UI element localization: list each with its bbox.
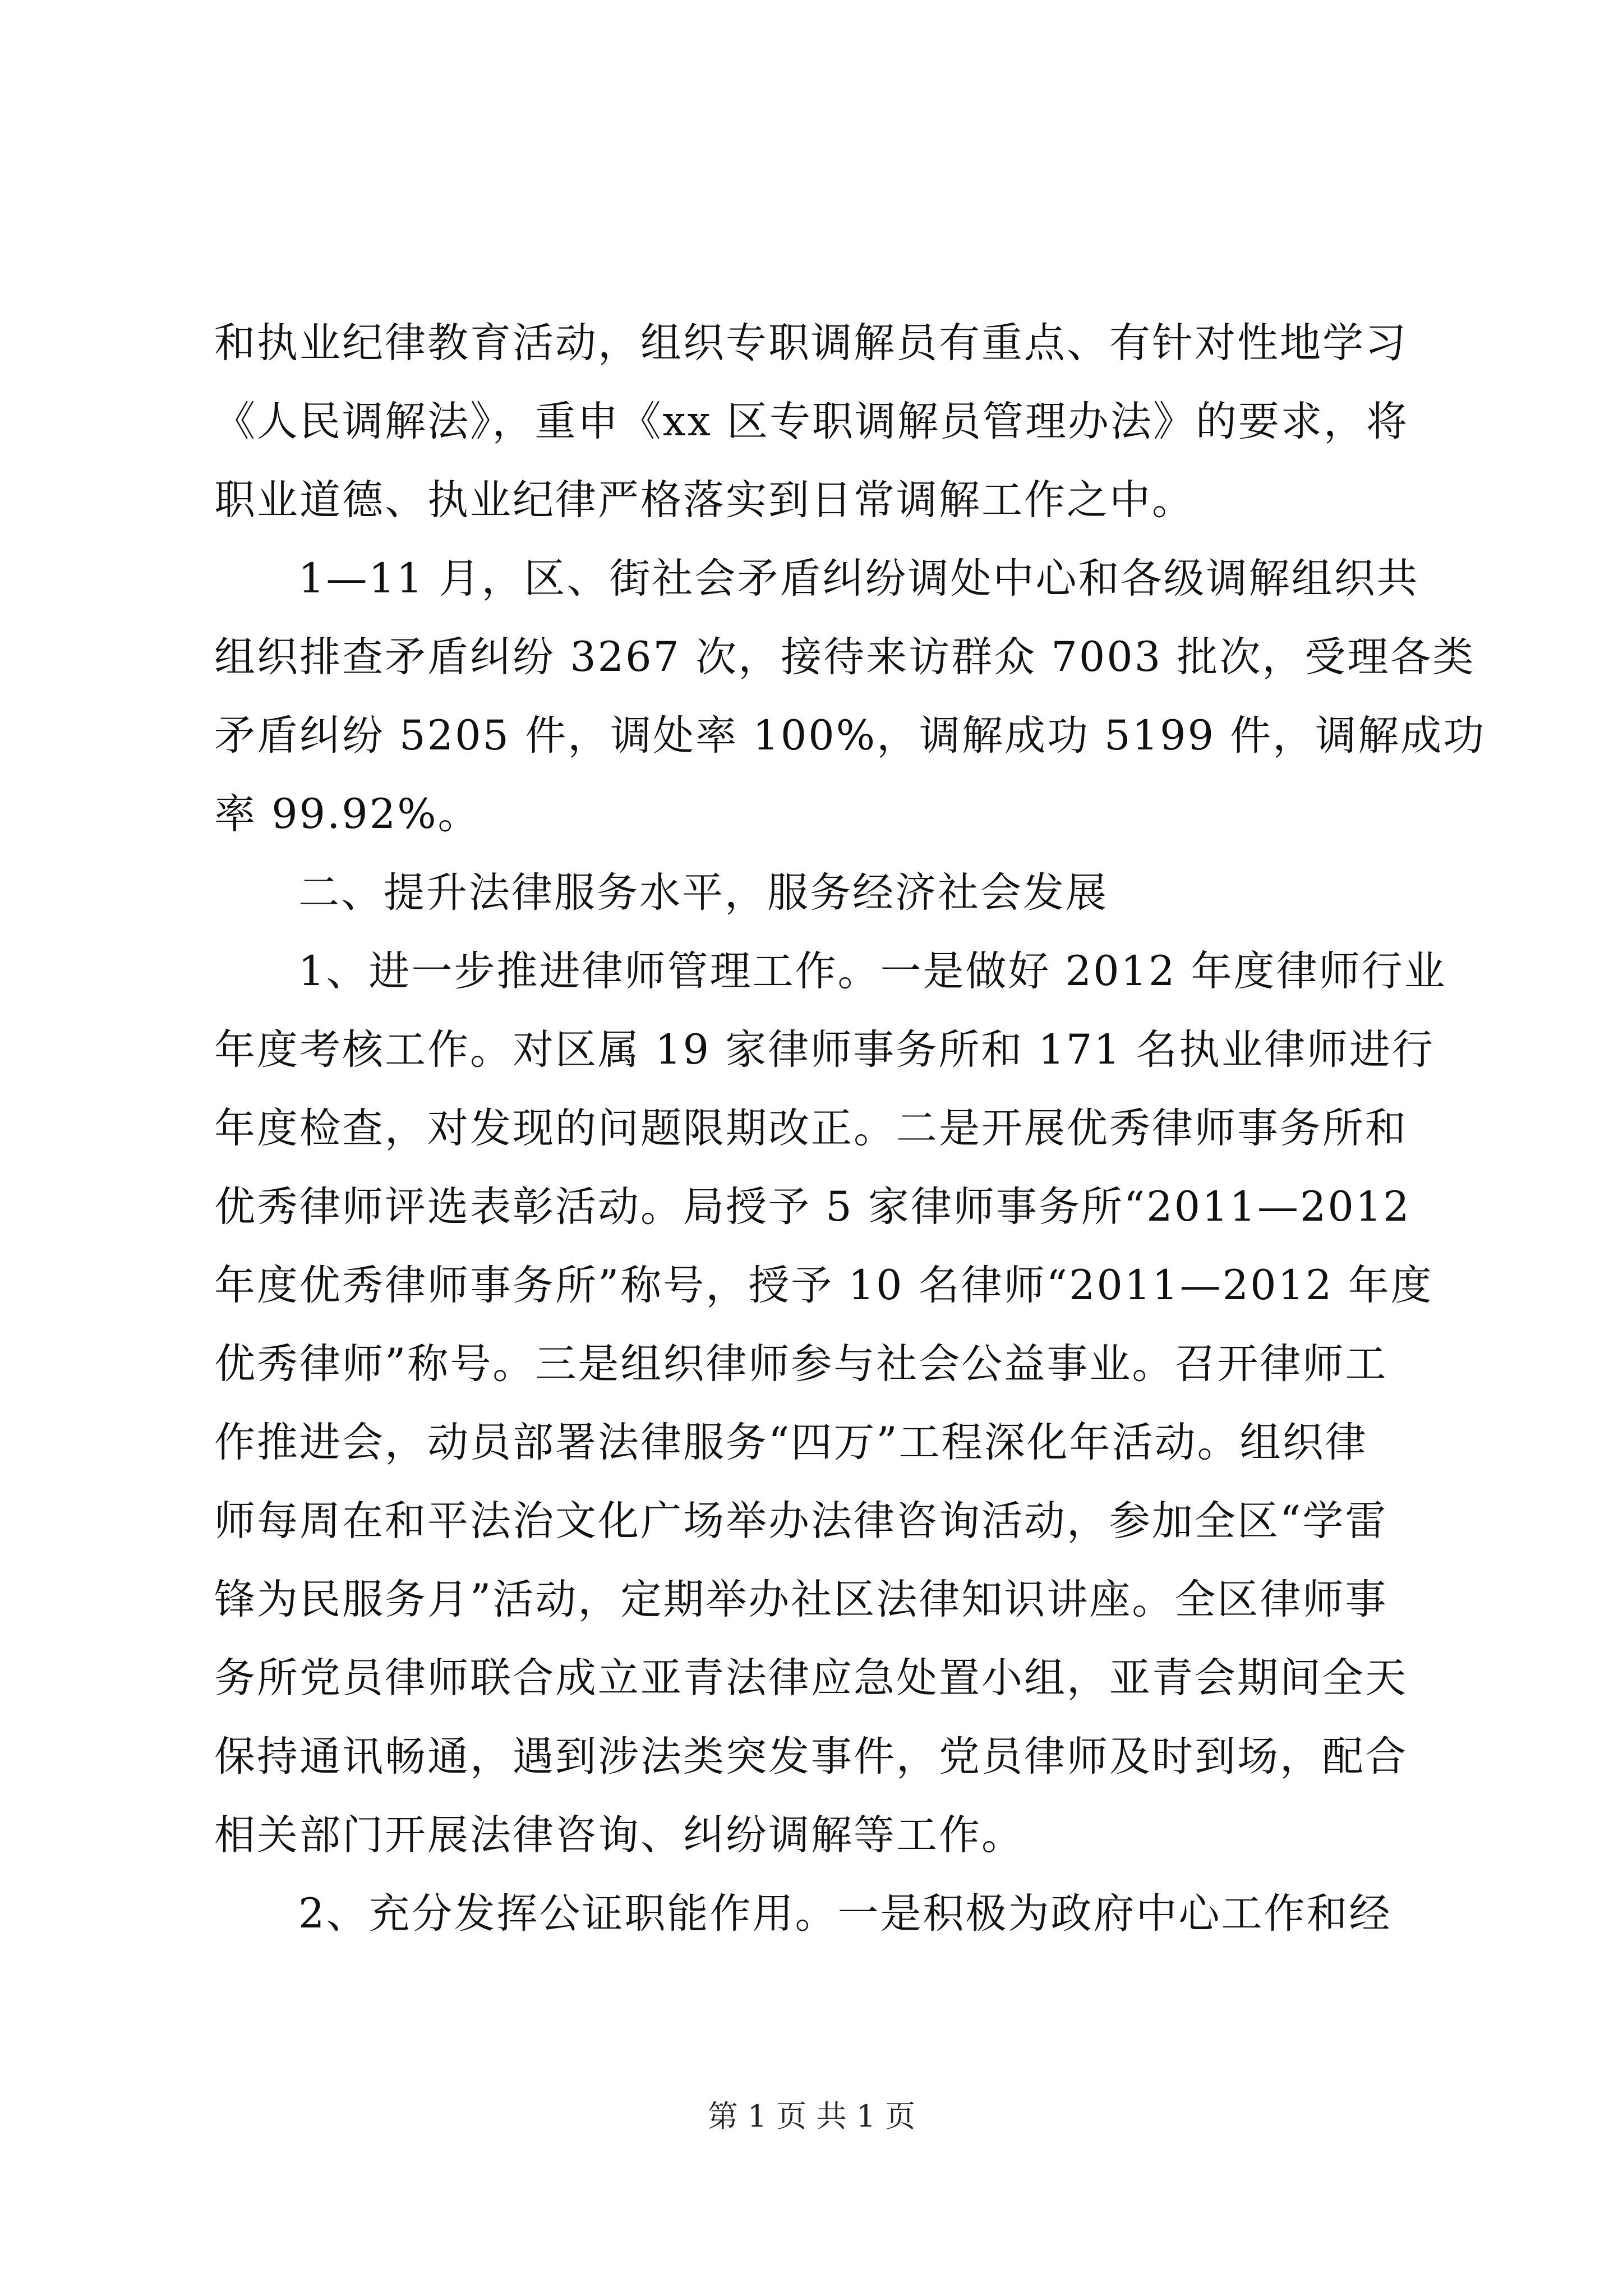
text-line-2: 《人民调解法》，重申《xx 区专职调解员管理办法》的要求，将 [214, 398, 1409, 445]
text-line-3: 职业道德、执业纪律严格落实到日常调解工作之中。 [214, 476, 1195, 524]
text-line-9: 1、进一步推进律师管理工作。一是做好 2012 年度律师行业 [298, 947, 1447, 995]
text-line-7: 率 99.92%。 [214, 790, 481, 838]
page-footer: 第 1 页 共 1 页 [707, 2099, 916, 2134]
text-line-14: 优秀律师”称号。三是组织律师参与社会公益事业。召开律师工 [214, 1340, 1388, 1388]
text-line-19: 保持通讯畅通，遇到涉法类突发事件，党员律师及时到场，配合 [214, 1733, 1408, 1780]
text-line-5: 组织排查矛盾纠纷 3267 次，接待来访群众 7003 批次，受理各类 [214, 633, 1476, 681]
text-line-1: 和执业纪律教育活动，组织专职调解员有重点、有针对性地学习 [214, 319, 1408, 367]
text-line-20: 相关部门开展法律咨询、纠纷调解等工作。 [214, 1811, 1024, 1859]
text-line-13: 年度优秀律师事务所”称号，授予 10 名律师“2011—2012 年度 [214, 1262, 1433, 1309]
text-line-10: 年度考核工作。对区属 19 家律师事务所和 171 名执业律师进行 [214, 1026, 1435, 1074]
text-line-11: 年度检查，对发现的问题限期改正。二是开展优秀律师事务所和 [214, 1105, 1408, 1152]
text-line-4: 1—11 月，区、街社会矛盾纠纷调处中心和各级调解组织共 [298, 555, 1419, 602]
text-line-15: 作推进会，动员部署法律服务“四万”工程深化年活动。组织律 [214, 1419, 1368, 1466]
text-line-17: 锋为民服务月”活动，定期举办社区法律知识讲座。全区律师事 [214, 1576, 1388, 1623]
text-line-16: 师每周在和平法治文化广场举办法律咨询活动，参加全区“学雷 [214, 1497, 1388, 1545]
text-line-18: 务所党员律师联合成立亚青法律应急处置小组，亚青会期间全天 [214, 1654, 1408, 1702]
section-heading: 二、提升法律服务水平，服务经济社会发展 [298, 869, 1108, 917]
text-line-6: 矛盾纠纷 5205 件，调处率 100%，调解成功 5199 件，调解成功 [214, 712, 1486, 760]
text-line-12: 优秀律师评选表彰活动。局授予 5 家律师事务所“2011—2012 [214, 1183, 1411, 1231]
text-line-21: 2、充分发挥公证职能作用。一是积极为政府中心工作和经 [298, 1890, 1392, 1938]
document-body [214, 304, 1486, 1953]
